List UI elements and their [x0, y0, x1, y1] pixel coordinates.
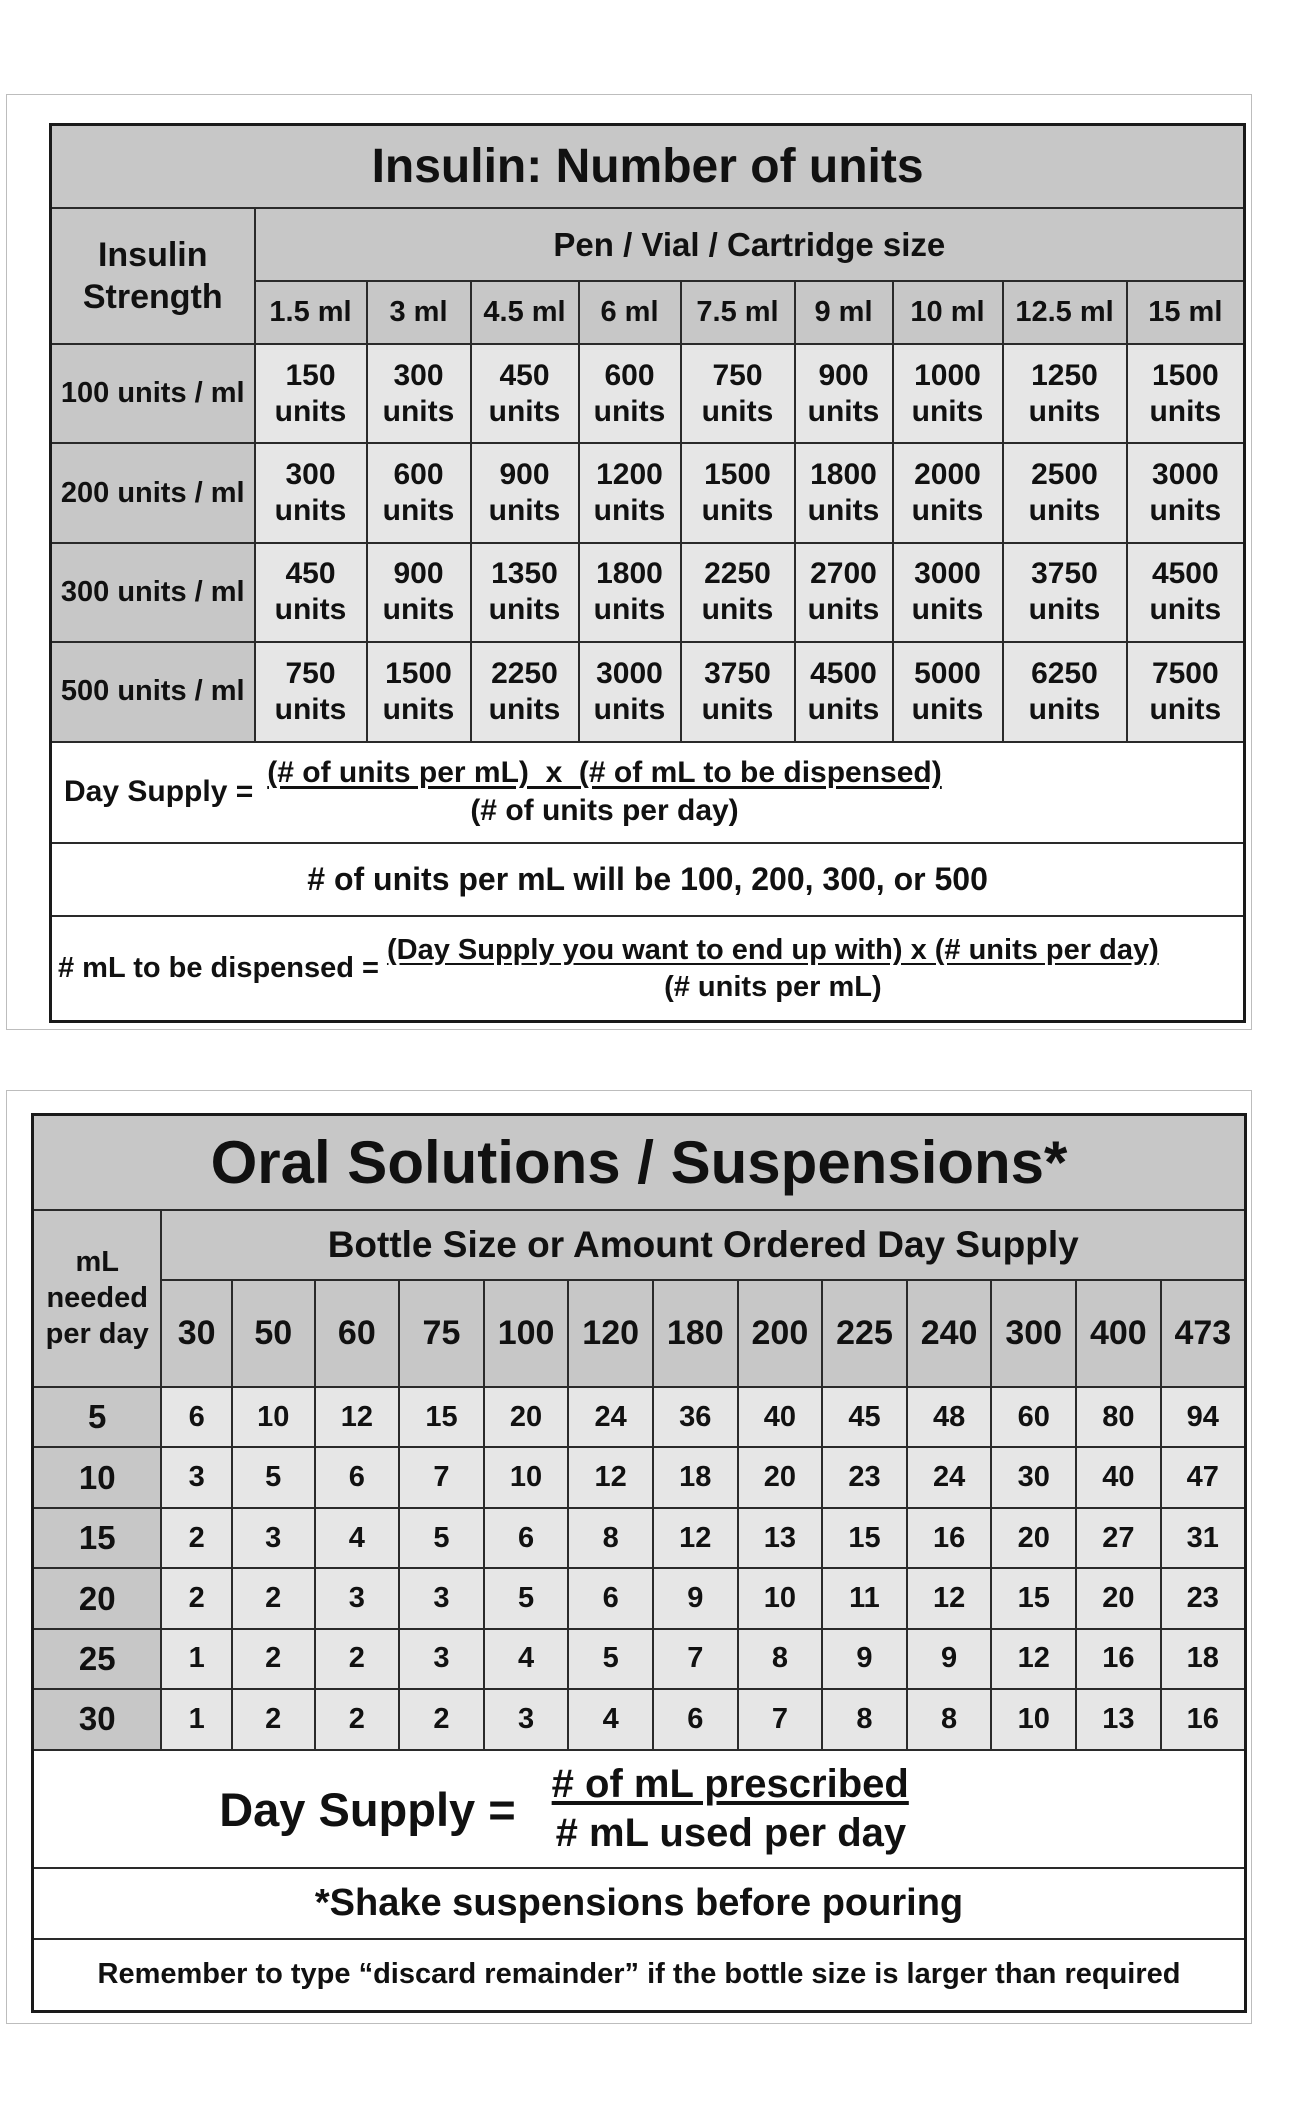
day-supply-cell: 20 [1076, 1568, 1161, 1628]
unit-cell [367, 443, 471, 542]
unit-word: units [488, 692, 561, 726]
unit-word: units [593, 692, 666, 726]
unit-value: 1500 [385, 656, 452, 690]
day-supply-cell: 3 [484, 1689, 569, 1749]
unit-value: 3000 [596, 656, 663, 690]
day-supply-cell: 27 [1076, 1508, 1161, 1568]
units-note: # of units per mL will be 100, 200, 300, or 500 [51, 843, 1245, 916]
size-header: 1.5 ml [255, 281, 367, 344]
bottle-size-header: Bottle Size or Amount Ordered Day Supply [161, 1210, 1245, 1281]
unit-word: units [593, 593, 666, 627]
dispense-label: # mL to be dispensed = [58, 952, 379, 984]
size-header: 3 ml [367, 281, 471, 344]
strength-label: 200 units / ml [51, 443, 255, 542]
oral-title: Oral Solutions / Suspensions* [33, 1115, 1246, 1210]
day-supply-cell: 11 [822, 1568, 907, 1628]
oral-formula-denominator: # mL used per day [555, 1811, 907, 1856]
unit-cell [579, 642, 681, 741]
unit-cell [1127, 543, 1245, 642]
unit-cell [1003, 642, 1127, 741]
unit-word: units [701, 593, 774, 627]
day-supply-cell: 12 [907, 1568, 992, 1628]
day-supply-cell: 4 [484, 1629, 569, 1689]
bottle-size-header: 200 [738, 1280, 823, 1387]
day-supply-cell: 4 [315, 1508, 400, 1568]
unit-value: 1500 [704, 458, 771, 492]
day-supply-cell: 20 [484, 1387, 569, 1447]
size-header: 9 ml [795, 281, 893, 344]
unit-cell [681, 443, 795, 542]
day-supply-cell: 8 [568, 1508, 653, 1568]
unit-value: 6250 [1031, 656, 1098, 690]
unit-word: units [807, 593, 880, 627]
unit-cell [1003, 344, 1127, 443]
unit-value: 900 [818, 358, 869, 392]
day-supply-cell: 5 [568, 1629, 653, 1689]
unit-cell [795, 642, 893, 741]
unit-cell [471, 642, 579, 741]
unit-word: units [911, 692, 984, 726]
day-supply-cell: 3 [399, 1568, 484, 1628]
day-supply-cell: 16 [1076, 1629, 1161, 1689]
bottle-size-header: 30 [161, 1280, 232, 1387]
day-supply-cell: 15 [991, 1568, 1076, 1628]
day-supply-cell: 10 [738, 1568, 823, 1628]
day-supply-cell: 94 [1161, 1387, 1246, 1447]
table-row [33, 1568, 1246, 1628]
unit-word: units [274, 593, 347, 627]
unit-cell [255, 543, 367, 642]
bottle-size-header: 180 [653, 1280, 738, 1387]
day-supply-cell: 2 [161, 1568, 232, 1628]
unit-word: units [488, 494, 561, 528]
day-supply-cell: 2 [315, 1689, 400, 1749]
day-supply-cell: 6 [315, 1447, 400, 1507]
unit-word: units [1028, 494, 1101, 528]
bottle-size-header: 120 [568, 1280, 653, 1387]
unit-value: 3750 [1031, 557, 1098, 591]
day-supply-cell: 36 [653, 1387, 738, 1447]
day-supply-cell: 7 [399, 1447, 484, 1507]
day-supply-cell: 12 [991, 1629, 1076, 1689]
day-supply-cell: 10 [484, 1447, 569, 1507]
day-supply-cell: 24 [568, 1387, 653, 1447]
unit-value: 1500 [1151, 358, 1219, 392]
unit-word: units [911, 494, 984, 528]
day-supply-cell: 7 [653, 1629, 738, 1689]
day-supply-cell: 2 [161, 1508, 232, 1568]
unit-word: units [807, 394, 880, 428]
day-supply-cell: 8 [907, 1689, 992, 1749]
ml-per-day-label: 30 [33, 1689, 162, 1749]
unit-word: units [911, 593, 984, 627]
unit-value: 2250 [704, 557, 771, 591]
ml-per-day-label: 25 [33, 1629, 162, 1689]
unit-value: 2000 [914, 458, 981, 492]
unit-value: 4500 [810, 656, 877, 690]
unit-word: units [911, 394, 984, 428]
bottle-size-header: 400 [1076, 1280, 1161, 1387]
unit-cell [579, 543, 681, 642]
size-header: 15 ml [1127, 281, 1245, 344]
day-supply-cell: 13 [1076, 1689, 1161, 1749]
day-supply-cell: 23 [822, 1447, 907, 1507]
insulin-title: Insulin: Number of units [51, 125, 1245, 209]
day-supply-cell: 5 [399, 1508, 484, 1568]
unit-word: units [488, 593, 561, 627]
unit-word: units [807, 692, 880, 726]
ml-per-day-label: 20 [33, 1568, 162, 1628]
unit-word: units [807, 494, 880, 528]
table-row [33, 1447, 1246, 1507]
day-supply-cell: 16 [1161, 1689, 1246, 1749]
shake-note: *Shake suspensions before pouring [33, 1868, 1246, 1939]
day-supply-cell: 15 [822, 1508, 907, 1568]
day-supply-cell: 24 [907, 1447, 992, 1507]
day-supply-cell: 2 [232, 1629, 315, 1689]
dispense-numerator: (Day Supply you want to end up with) x (# units per day) [386, 933, 1159, 966]
unit-cell [471, 443, 579, 542]
bottle-size-header: 75 [399, 1280, 484, 1387]
day-supply-cell: 80 [1076, 1387, 1161, 1447]
size-header: 10 ml [893, 281, 1003, 344]
formula-denominator: (# of units per day) [470, 794, 739, 828]
dispense-denominator: (# units per mL) [664, 970, 882, 1003]
day-supply-cell: 9 [653, 1568, 738, 1628]
bottle-size-header: 100 [484, 1280, 569, 1387]
day-supply-cell: 6 [161, 1387, 232, 1447]
day-supply-cell: 23 [1161, 1568, 1246, 1628]
day-supply-cell: 7 [738, 1689, 823, 1749]
table-row [33, 1508, 1246, 1568]
day-supply-label: Day Supply = [64, 775, 254, 809]
day-supply-cell: 48 [907, 1387, 992, 1447]
unit-word: units [593, 394, 666, 428]
table-row [51, 344, 1245, 443]
unit-value: 750 [712, 358, 763, 392]
day-supply-cell: 2 [232, 1568, 315, 1628]
table-row [51, 543, 1245, 642]
day-supply-cell: 3 [399, 1629, 484, 1689]
table-row [33, 1689, 1246, 1749]
strength-label: 100 units / ml [51, 344, 255, 443]
day-supply-cell: 45 [822, 1387, 907, 1447]
oral-day-supply-formula [33, 1750, 1246, 1869]
unit-value: 5000 [914, 656, 981, 690]
unit-value: 3750 [704, 656, 771, 690]
strength-label: 500 units / ml [51, 642, 255, 741]
unit-value: 300 [285, 458, 336, 492]
unit-cell [1127, 642, 1245, 741]
unit-word: units [701, 394, 774, 428]
oral-table [31, 1113, 1247, 2013]
day-supply-cell: 6 [484, 1508, 569, 1568]
bottle-size-header: 473 [1161, 1280, 1246, 1387]
unit-value: 300 [393, 358, 444, 392]
unit-value: 450 [285, 557, 336, 591]
pen-size-header: Pen / Vial / Cartridge size [255, 208, 1245, 281]
day-supply-cell: 9 [907, 1629, 992, 1689]
unit-word: units [701, 494, 774, 528]
unit-cell [893, 543, 1003, 642]
unit-word: units [1028, 692, 1101, 726]
unit-value: 900 [393, 557, 444, 591]
unit-cell [893, 642, 1003, 741]
unit-value: 2700 [810, 557, 877, 591]
day-supply-cell: 12 [568, 1447, 653, 1507]
day-supply-cell: 30 [991, 1447, 1076, 1507]
unit-value: 3000 [1151, 458, 1219, 492]
unit-cell [255, 642, 367, 741]
size-header: 6 ml [579, 281, 681, 344]
day-supply-cell: 60 [991, 1387, 1076, 1447]
unit-cell [681, 642, 795, 741]
day-supply-cell: 47 [1161, 1447, 1246, 1507]
size-header: 4.5 ml [471, 281, 579, 344]
unit-cell [795, 543, 893, 642]
unit-value: 450 [499, 358, 550, 392]
bottle-size-header: 50 [232, 1280, 315, 1387]
unit-value: 1800 [596, 557, 663, 591]
day-supply-cell: 8 [738, 1629, 823, 1689]
unit-value: 600 [604, 358, 655, 392]
unit-cell [471, 543, 579, 642]
unit-cell [255, 443, 367, 542]
unit-cell [1003, 543, 1127, 642]
table-row [33, 1629, 1246, 1689]
unit-word: units [1149, 692, 1222, 726]
unit-cell [579, 344, 681, 443]
insulin-table [49, 123, 1246, 1023]
ml-per-day-label: 15 [33, 1508, 162, 1568]
formula-numerator: (# of units per mL) x (# of mL to be dispensed) [267, 756, 942, 790]
day-supply-cell: 18 [653, 1447, 738, 1507]
day-supply-cell: 5 [232, 1447, 315, 1507]
unit-word: units [382, 692, 455, 726]
ml-per-day-label: 10 [33, 1447, 162, 1507]
ml-needed-column-header: mL needed per day [33, 1210, 162, 1387]
day-supply-cell: 10 [991, 1689, 1076, 1749]
remember-note: Remember to type “discard remainder” if the bottle size is larger than required [33, 1939, 1246, 2012]
unit-cell [893, 344, 1003, 443]
unit-word: units [382, 593, 455, 627]
unit-word: units [382, 394, 455, 428]
unit-value: 600 [393, 458, 444, 492]
unit-value: 1250 [1031, 358, 1098, 392]
unit-cell [1003, 443, 1127, 542]
day-supply-cell: 6 [653, 1689, 738, 1749]
table-row [51, 642, 1245, 741]
unit-value: 750 [285, 656, 336, 690]
bottle-size-header: 240 [907, 1280, 992, 1387]
insulin-card [6, 94, 1252, 1030]
unit-word: units [274, 692, 347, 726]
day-supply-cell: 2 [399, 1689, 484, 1749]
day-supply-cell: 12 [653, 1508, 738, 1568]
day-supply-cell: 2 [315, 1629, 400, 1689]
unit-cell [471, 344, 579, 443]
ml-per-day-label: 5 [33, 1387, 162, 1447]
unit-value: 1350 [491, 557, 558, 591]
day-supply-cell: 6 [568, 1568, 653, 1628]
strength-label: 300 units / ml [51, 543, 255, 642]
unit-value: 1000 [914, 358, 981, 392]
dispense-formula [51, 916, 1245, 1022]
day-supply-cell: 3 [315, 1568, 400, 1628]
day-supply-cell: 40 [738, 1387, 823, 1447]
unit-cell [1127, 443, 1245, 542]
unit-word: units [1028, 593, 1101, 627]
unit-value: 7500 [1151, 656, 1219, 690]
size-header: 7.5 ml [681, 281, 795, 344]
day-supply-cell: 18 [1161, 1629, 1246, 1689]
unit-cell [893, 443, 1003, 542]
day-supply-cell: 31 [1161, 1508, 1246, 1568]
unit-cell [255, 344, 367, 443]
day-supply-cell: 1 [161, 1689, 232, 1749]
bottle-size-header: 225 [822, 1280, 907, 1387]
unit-word: units [1149, 593, 1222, 627]
unit-cell [367, 344, 471, 443]
unit-cell [1127, 344, 1245, 443]
day-supply-cell: 9 [822, 1629, 907, 1689]
bottle-size-header: 60 [315, 1280, 400, 1387]
day-supply-cell: 13 [738, 1508, 823, 1568]
day-supply-cell: 2 [232, 1689, 315, 1749]
bottle-size-row [33, 1280, 1246, 1387]
day-supply-cell: 4 [568, 1689, 653, 1749]
unit-cell [681, 344, 795, 443]
unit-word: units [488, 394, 561, 428]
day-supply-cell: 20 [738, 1447, 823, 1507]
day-supply-cell: 1 [161, 1629, 232, 1689]
unit-word: units [593, 494, 666, 528]
unit-value: 2250 [491, 656, 558, 690]
day-supply-cell: 10 [232, 1387, 315, 1447]
unit-value: 1800 [810, 458, 877, 492]
day-supply-cell: 12 [315, 1387, 400, 1447]
unit-value: 2500 [1031, 458, 1098, 492]
day-supply-cell: 15 [399, 1387, 484, 1447]
size-header: 12.5 ml [1003, 281, 1127, 344]
unit-cell [367, 642, 471, 741]
unit-word: units [382, 494, 455, 528]
day-supply-formula [51, 742, 1245, 843]
unit-word: units [1149, 494, 1222, 528]
day-supply-cell: 5 [484, 1568, 569, 1628]
unit-cell [681, 543, 795, 642]
unit-word: units [1149, 394, 1222, 428]
unit-word: units [274, 394, 347, 428]
unit-cell [579, 443, 681, 542]
unit-word: units [1028, 394, 1101, 428]
table-row [33, 1387, 1246, 1447]
unit-cell [795, 344, 893, 443]
unit-cell [367, 543, 471, 642]
day-supply-cell: 3 [161, 1447, 232, 1507]
unit-value: 1200 [596, 458, 663, 492]
day-supply-cell: 20 [991, 1508, 1076, 1568]
unit-value: 4500 [1151, 557, 1219, 591]
unit-value: 900 [499, 458, 550, 492]
oral-card [6, 1090, 1252, 2024]
day-supply-cell: 3 [232, 1508, 315, 1568]
strength-column-header: Insulin Strength [51, 208, 255, 344]
unit-value: 3000 [914, 557, 981, 591]
bottle-size-header: 300 [991, 1280, 1076, 1387]
unit-value: 150 [285, 358, 336, 392]
unit-word: units [274, 494, 347, 528]
day-supply-cell: 40 [1076, 1447, 1161, 1507]
table-row [51, 443, 1245, 542]
oral-day-supply-label: Day Supply = [219, 1782, 516, 1836]
unit-cell [795, 443, 893, 542]
oral-formula-numerator: # of mL prescribed [551, 1762, 909, 1807]
unit-word: units [701, 692, 774, 726]
day-supply-cell: 8 [822, 1689, 907, 1749]
day-supply-cell: 16 [907, 1508, 992, 1568]
